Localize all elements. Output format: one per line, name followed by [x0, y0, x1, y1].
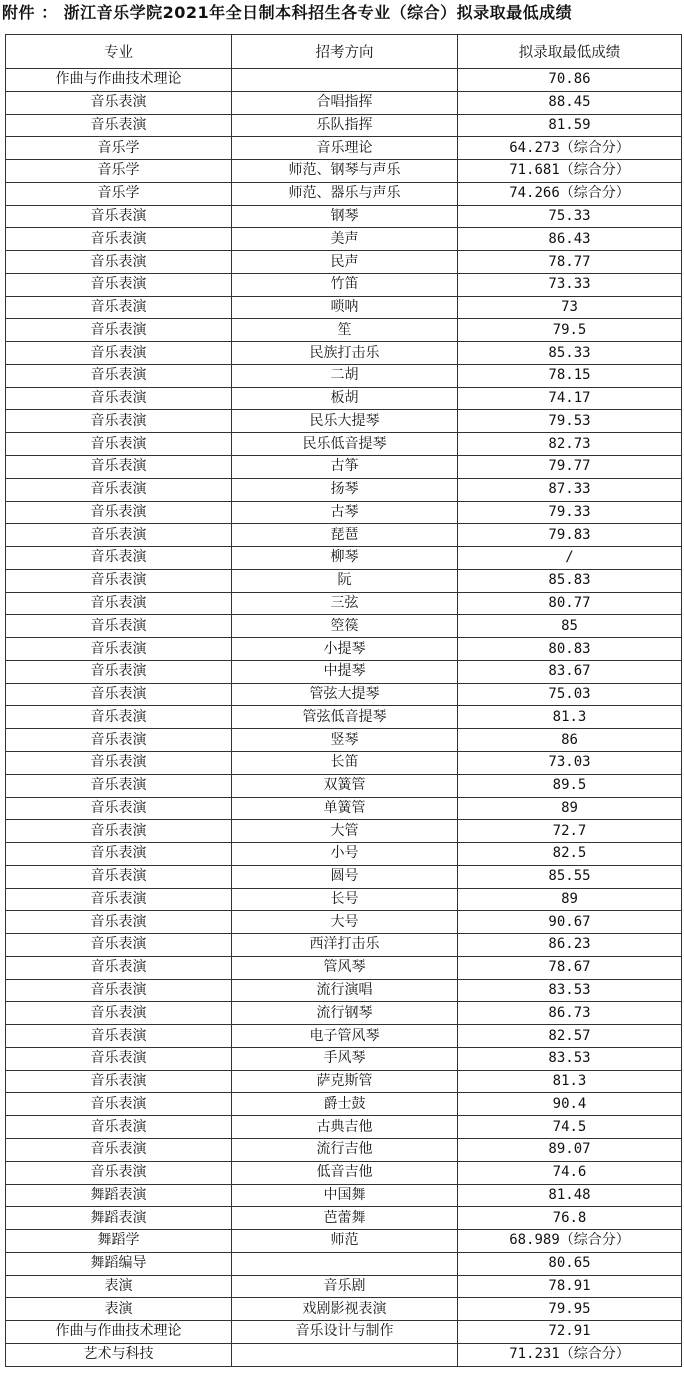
- table-row: [6, 1116, 682, 1139]
- cell-score: 83.53: [458, 979, 682, 1002]
- cell-direction: 琵琶: [232, 524, 458, 547]
- cell-direction: 小号: [232, 843, 458, 866]
- table-row: [6, 478, 682, 501]
- header-direction: 招考方向: [232, 35, 458, 69]
- cell-score: 82.73: [458, 433, 682, 456]
- table-row: [6, 524, 682, 547]
- header-row: [6, 35, 682, 69]
- cell-major: 音乐表演: [6, 1025, 232, 1048]
- table-row: [6, 888, 682, 911]
- table-row: [6, 729, 682, 752]
- cell-score: 78.77: [458, 251, 682, 274]
- cell-score: 83.67: [458, 660, 682, 683]
- cell-score: 81.48: [458, 1184, 682, 1207]
- table-row: [6, 1298, 682, 1321]
- table-row: [6, 501, 682, 524]
- cell-score: 78.91: [458, 1275, 682, 1298]
- cell-major: 音乐学: [6, 182, 232, 205]
- table-row: [6, 69, 682, 92]
- table-header: [6, 35, 682, 69]
- table-row: [6, 1138, 682, 1161]
- cell-direction: [232, 1343, 458, 1366]
- table-row: [6, 1275, 682, 1298]
- cell-score: 86.73: [458, 1002, 682, 1025]
- cell-direction: 圆号: [232, 865, 458, 888]
- cell-direction: 芭蕾舞: [232, 1207, 458, 1230]
- cell-major: 艺术与科技: [6, 1343, 232, 1366]
- cell-direction: 爵士鼓: [232, 1093, 458, 1116]
- cell-direction: 戏剧影视表演: [232, 1298, 458, 1321]
- cell-direction: 竹笛: [232, 273, 458, 296]
- cell-direction: 低音吉他: [232, 1161, 458, 1184]
- table-row: [6, 1070, 682, 1093]
- cell-major: 音乐表演: [6, 501, 232, 524]
- cell-direction: 乐队指挥: [232, 114, 458, 137]
- cell-direction: 三弦: [232, 592, 458, 615]
- table-row: [6, 1161, 682, 1184]
- cell-direction: 中国舞: [232, 1184, 458, 1207]
- table-row: [6, 296, 682, 319]
- cell-direction: 大号: [232, 911, 458, 934]
- cell-direction: 美声: [232, 228, 458, 251]
- cell-major: 音乐表演: [6, 251, 232, 274]
- cell-major: 音乐表演: [6, 820, 232, 843]
- table-row: [6, 1207, 682, 1230]
- cell-score: 89: [458, 797, 682, 820]
- cell-major: 音乐表演: [6, 1002, 232, 1025]
- table-row: [6, 1047, 682, 1070]
- cell-direction: 阮: [232, 569, 458, 592]
- cell-major: 音乐表演: [6, 638, 232, 661]
- table-row: [6, 911, 682, 934]
- cell-major: 音乐表演: [6, 205, 232, 228]
- table-row: [6, 137, 682, 160]
- cell-direction: 柳琴: [232, 547, 458, 570]
- cell-score: 85.83: [458, 569, 682, 592]
- cell-score: 71.681（综合分）: [458, 160, 682, 183]
- cell-score: 89: [458, 888, 682, 911]
- cell-major: 舞蹈编导: [6, 1252, 232, 1275]
- cell-score: 79.33: [458, 501, 682, 524]
- table-row: [6, 706, 682, 729]
- table-row: [6, 1230, 682, 1253]
- cell-score: 82.5: [458, 843, 682, 866]
- cell-direction: 流行吉他: [232, 1138, 458, 1161]
- cell-score: 81.3: [458, 1070, 682, 1093]
- cell-major: 音乐表演: [6, 114, 232, 137]
- cell-score: 81.3: [458, 706, 682, 729]
- cell-score: 86: [458, 729, 682, 752]
- table-row: [6, 1321, 682, 1344]
- cell-major: 音乐表演: [6, 228, 232, 251]
- cell-score: 74.6: [458, 1161, 682, 1184]
- cell-major: 音乐表演: [6, 456, 232, 479]
- cell-major: 音乐表演: [6, 843, 232, 866]
- cell-score: 73.33: [458, 273, 682, 296]
- cell-score: 70.86: [458, 69, 682, 92]
- cell-direction: [232, 1252, 458, 1275]
- cell-major: 音乐表演: [6, 683, 232, 706]
- cell-direction: 竖琴: [232, 729, 458, 752]
- cell-score: 73: [458, 296, 682, 319]
- cell-score: 68.989（综合分）: [458, 1230, 682, 1253]
- table-row: [6, 342, 682, 365]
- table-row: [6, 569, 682, 592]
- cell-direction: 西洋打击乐: [232, 934, 458, 957]
- cell-direction: 双簧管: [232, 774, 458, 797]
- table-row: [6, 1252, 682, 1275]
- cell-major: 表演: [6, 1275, 232, 1298]
- table-row: [6, 979, 682, 1002]
- cell-direction: 萨克斯管: [232, 1070, 458, 1093]
- header-major: 专业: [6, 35, 232, 69]
- table-row: [6, 615, 682, 638]
- table-row: [6, 205, 682, 228]
- document-title: 附件 ： 浙江音乐学院2021年全日制本科招生各专业（综合）拟录取最低成绩: [2, 3, 573, 22]
- cell-direction: 大管: [232, 820, 458, 843]
- cell-score: 79.83: [458, 524, 682, 547]
- cell-direction: 流行钢琴: [232, 1002, 458, 1025]
- cell-direction: 电子管风琴: [232, 1025, 458, 1048]
- cell-major: 音乐表演: [6, 592, 232, 615]
- table-row: [6, 820, 682, 843]
- cell-direction: 管弦低音提琴: [232, 706, 458, 729]
- cell-major: 音乐表演: [6, 979, 232, 1002]
- cell-direction: 唢呐: [232, 296, 458, 319]
- table-row: [6, 547, 682, 570]
- cell-major: 音乐表演: [6, 1138, 232, 1161]
- cell-direction: 箜篌: [232, 615, 458, 638]
- cell-score: 74.17: [458, 387, 682, 410]
- table-row: [6, 843, 682, 866]
- cell-direction: 管弦大提琴: [232, 683, 458, 706]
- cell-score: /: [458, 547, 682, 570]
- cell-score: 71.231（综合分）: [458, 1343, 682, 1366]
- table-row: [6, 774, 682, 797]
- cell-major: 作曲与作曲技术理论: [6, 1321, 232, 1344]
- cell-score: 89.07: [458, 1138, 682, 1161]
- cell-direction: 二胡: [232, 364, 458, 387]
- table-body: [6, 69, 682, 1367]
- cell-major: 音乐表演: [6, 797, 232, 820]
- table-row: [6, 865, 682, 888]
- header-score: 拟录取最低成绩: [458, 35, 682, 69]
- cell-major: 音乐表演: [6, 706, 232, 729]
- cell-direction: 民乐大提琴: [232, 410, 458, 433]
- cell-major: 音乐表演: [6, 1047, 232, 1070]
- cell-major: 音乐表演: [6, 1161, 232, 1184]
- cell-direction: 手风琴: [232, 1047, 458, 1070]
- cell-direction: 师范、钢琴与声乐: [232, 160, 458, 183]
- cell-score: 74.266（综合分）: [458, 182, 682, 205]
- cell-score: 78.67: [458, 956, 682, 979]
- table-row: [6, 273, 682, 296]
- table-row: [6, 433, 682, 456]
- table-row: [6, 160, 682, 183]
- cell-score: 79.95: [458, 1298, 682, 1321]
- cell-direction: 师范: [232, 1230, 458, 1253]
- cell-direction: 音乐设计与制作: [232, 1321, 458, 1344]
- cell-direction: 笙: [232, 319, 458, 342]
- table-row: [6, 364, 682, 387]
- cell-major: 音乐表演: [6, 865, 232, 888]
- table-row: [6, 956, 682, 979]
- cell-major: 音乐表演: [6, 888, 232, 911]
- cell-direction: 板胡: [232, 387, 458, 410]
- cell-score: 90.4: [458, 1093, 682, 1116]
- cell-score: 72.7: [458, 820, 682, 843]
- cell-score: 79.5: [458, 319, 682, 342]
- table-row: [6, 251, 682, 274]
- cell-score: 64.273（综合分）: [458, 137, 682, 160]
- cell-direction: 民族打击乐: [232, 342, 458, 365]
- cell-direction: 古典吉他: [232, 1116, 458, 1139]
- cell-score: 75.03: [458, 683, 682, 706]
- table-row: [6, 91, 682, 114]
- cell-score: 86.23: [458, 934, 682, 957]
- cell-score: 79.77: [458, 456, 682, 479]
- cell-major: 音乐表演: [6, 273, 232, 296]
- cell-major: 音乐表演: [6, 774, 232, 797]
- cell-direction: 单簧管: [232, 797, 458, 820]
- cell-major: 舞蹈表演: [6, 1207, 232, 1230]
- cell-major: 音乐表演: [6, 569, 232, 592]
- cell-major: 音乐表演: [6, 934, 232, 957]
- cell-major: 音乐表演: [6, 364, 232, 387]
- cell-direction: 扬琴: [232, 478, 458, 501]
- cell-major: 音乐表演: [6, 319, 232, 342]
- cell-score: 88.45: [458, 91, 682, 114]
- cell-major: 音乐表演: [6, 751, 232, 774]
- cell-score: 81.59: [458, 114, 682, 137]
- cell-score: 72.91: [458, 1321, 682, 1344]
- cell-major: 音乐表演: [6, 296, 232, 319]
- cell-major: 音乐表演: [6, 387, 232, 410]
- cell-major: 音乐表演: [6, 524, 232, 547]
- cell-score: 85.33: [458, 342, 682, 365]
- cell-major: 表演: [6, 1298, 232, 1321]
- cell-major: 音乐表演: [6, 1070, 232, 1093]
- cell-direction: 民乐低音提琴: [232, 433, 458, 456]
- table-row: [6, 1184, 682, 1207]
- cell-score: 87.33: [458, 478, 682, 501]
- cell-direction: 钢琴: [232, 205, 458, 228]
- table-row: [6, 638, 682, 661]
- cell-direction: 音乐理论: [232, 137, 458, 160]
- table-row: [6, 182, 682, 205]
- table-row: [6, 1343, 682, 1366]
- cell-major: 作曲与作曲技术理论: [6, 69, 232, 92]
- table-row: [6, 114, 682, 137]
- cell-score: 76.8: [458, 1207, 682, 1230]
- table-row: [6, 934, 682, 957]
- cell-score: 85: [458, 615, 682, 638]
- table-row: [6, 797, 682, 820]
- cell-direction: [232, 69, 458, 92]
- cell-score: 80.65: [458, 1252, 682, 1275]
- cell-direction: 合唱指挥: [232, 91, 458, 114]
- cell-score: 83.53: [458, 1047, 682, 1070]
- cell-major: 舞蹈学: [6, 1230, 232, 1253]
- cell-major: 音乐表演: [6, 410, 232, 433]
- table-row: [6, 410, 682, 433]
- cell-direction: 小提琴: [232, 638, 458, 661]
- table-row: [6, 387, 682, 410]
- cell-direction: 师范、器乐与声乐: [232, 182, 458, 205]
- cell-direction: 民声: [232, 251, 458, 274]
- cell-direction: 古琴: [232, 501, 458, 524]
- table-row: [6, 660, 682, 683]
- cell-major: 舞蹈表演: [6, 1184, 232, 1207]
- cell-major: 音乐表演: [6, 1093, 232, 1116]
- cell-major: 音乐表演: [6, 911, 232, 934]
- cell-score: 80.83: [458, 638, 682, 661]
- cell-direction: 流行演唱: [232, 979, 458, 1002]
- cell-score: 74.5: [458, 1116, 682, 1139]
- cell-score: 89.5: [458, 774, 682, 797]
- cell-score: 73.03: [458, 751, 682, 774]
- cell-major: 音乐表演: [6, 1116, 232, 1139]
- cell-score: 78.15: [458, 364, 682, 387]
- table-row: [6, 319, 682, 342]
- cell-major: 音乐表演: [6, 91, 232, 114]
- admission-score-table: [5, 34, 682, 1367]
- table-row: [6, 228, 682, 251]
- table-row: [6, 592, 682, 615]
- cell-major: 音乐表演: [6, 478, 232, 501]
- table-row: [6, 456, 682, 479]
- cell-major: 音乐表演: [6, 660, 232, 683]
- cell-major: 音乐表演: [6, 342, 232, 365]
- cell-score: 79.53: [458, 410, 682, 433]
- cell-direction: 中提琴: [232, 660, 458, 683]
- cell-major: 音乐表演: [6, 547, 232, 570]
- cell-direction: 古筝: [232, 456, 458, 479]
- cell-direction: 长笛: [232, 751, 458, 774]
- cell-direction: 管风琴: [232, 956, 458, 979]
- table-row: [6, 1025, 682, 1048]
- cell-score: 86.43: [458, 228, 682, 251]
- cell-major: 音乐表演: [6, 729, 232, 752]
- cell-score: 82.57: [458, 1025, 682, 1048]
- cell-major: 音乐表演: [6, 433, 232, 456]
- cell-direction: 音乐剧: [232, 1275, 458, 1298]
- table-row: [6, 1093, 682, 1116]
- cell-direction: 长号: [232, 888, 458, 911]
- cell-score: 90.67: [458, 911, 682, 934]
- table-row: [6, 683, 682, 706]
- cell-score: 75.33: [458, 205, 682, 228]
- table-row: [6, 1002, 682, 1025]
- cell-major: 音乐表演: [6, 956, 232, 979]
- table-row: [6, 751, 682, 774]
- cell-major: 音乐表演: [6, 615, 232, 638]
- cell-major: 音乐学: [6, 137, 232, 160]
- cell-score: 80.77: [458, 592, 682, 615]
- cell-major: 音乐学: [6, 160, 232, 183]
- cell-score: 85.55: [458, 865, 682, 888]
